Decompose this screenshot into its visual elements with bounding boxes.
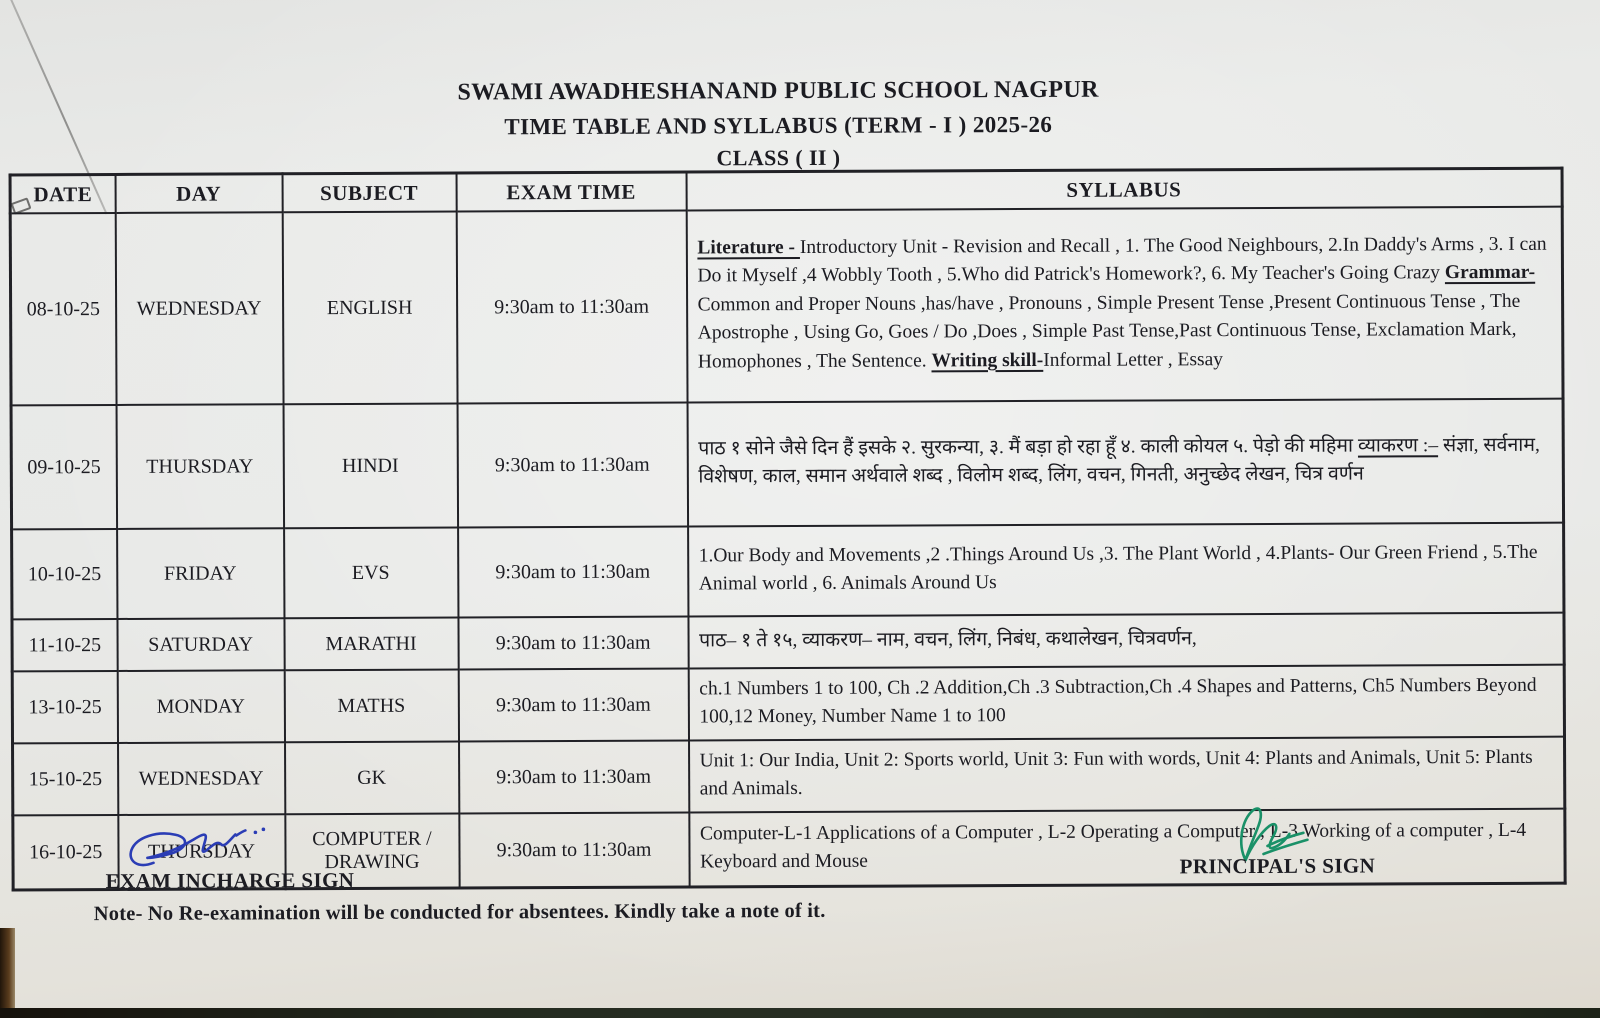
document-header	[38, 75, 1518, 174]
table-row	[13, 737, 1565, 816]
day-cell: WEDNESDAY	[115, 212, 283, 405]
table-row	[12, 523, 1564, 620]
subject-cell: MATHS	[284, 669, 458, 742]
column-header-day: DAY	[115, 174, 282, 213]
syllabus-cell: Computer-L-1 Applications of a Computer , L-2 Operating a Computer , L-3 Working of a computer , L-4 Keyboard and Mouse	[689, 809, 1565, 887]
exam-time-cell: 9:30am to 11:30am	[457, 402, 688, 527]
date-cell: 15-10-25	[13, 743, 118, 815]
exam-incharge-sign-label: EXAM INCHARGE SIGN	[105, 867, 355, 894]
principal-sign-label: PRINCIPAL'S SIGN	[1179, 853, 1376, 879]
document-title: TIME TABLE AND SYLLABUS (TERM - I ) 2025-26	[504, 111, 1053, 140]
subject-cell: ENGLISH	[282, 211, 457, 404]
column-header-syllabus: SYLLABUS	[686, 168, 1562, 210]
exam-time-cell: 9:30am to 11:30am	[459, 740, 689, 813]
school-name: SWAMI AWADHESHANAND PUBLIC SCHOOL NAGPUR	[457, 76, 1099, 106]
date-cell: 08-10-25	[10, 213, 116, 405]
day-cell: SATURDAY	[117, 618, 284, 671]
subject-cell: MARATHI	[284, 617, 458, 670]
timetable	[9, 167, 1567, 892]
day-cell: THURSDAY	[118, 814, 285, 889]
column-header-exam-time: EXAM TIME	[456, 172, 686, 212]
syllabus-cell: ch.1 Numbers 1 to 100, Ch .2 Addition,Ch .3 Subtraction,Ch .4 Shapes and Patterns, Ch5 Numbers Beyond 100,12 Money, Number Name 1 to 100	[688, 665, 1564, 741]
date-cell: 09-10-25	[11, 405, 117, 529]
subject-cell: COMPUTER / DRAWING	[285, 813, 459, 888]
syllabus-cell: Literature - Introductory Unit - Revision and Recall , 1. The Good Neighbours, 2.In Daddy's Arms , 3. I can Do it Myself ,4 Wobbly Tooth , 5.Who did Patrick's Homework?, 6. My Teacher's Going Crazy Grammar-Common and Proper Nouns ,has/have , Pronouns , Simple Present Tense ,Present Continuous Tense , The Apostrophe , Using Go, Goes / Do ,Does , Simple Past Tense,Past Continuous Tense, Exclamation Mark, Homophones , The Sentence. Writing skill-Informal Letter , Essay	[686, 207, 1563, 403]
table-row	[12, 613, 1564, 672]
date-cell: 11-10-25	[12, 619, 117, 671]
table-row	[11, 399, 1564, 530]
photo-edge-corner	[0, 928, 15, 1018]
exam-time-cell: 9:30am to 11:30am	[459, 812, 689, 888]
photo-edge-bottom	[0, 1008, 1600, 1018]
subject-cell: HINDI	[283, 403, 458, 528]
syllabus-cell: पाठ– १ ते १५, व्याकरण– नाम, वचन, लिंग, निबंध, कथालेखन, चित्रवर्णन,	[688, 613, 1564, 669]
syllabus-cell: पाठ १ सोने जैसे दिन हैं इसके २. सुरकन्या, ३. मैं बड़ा हो रहा हूँ ४. काली कोयल ५. पेड़ो की महिमा व्याकरण :– संज्ञा, सर्वनाम, विशेषण, काल, समान अर्थवाले शब्द , विलोम शब्द, लिंग, वचन, गिनती, अनुच्छेद लेखन, चित्र वर्णन	[687, 399, 1564, 527]
day-cell: WEDNESDAY	[118, 742, 285, 815]
subject-cell: EVS	[284, 527, 458, 618]
date-cell: 13-10-25	[12, 671, 117, 743]
column-header-date: DATE	[10, 174, 115, 213]
day-cell: MONDAY	[117, 670, 284, 743]
note-text: Note- No Re-examination will be conducted for absentees. Kindly take a note of it.	[93, 899, 826, 926]
exam-time-cell: 9:30am to 11:30am	[458, 526, 688, 617]
table-row	[12, 665, 1564, 744]
exam-time-cell: 9:30am to 11:30am	[456, 210, 687, 403]
date-cell: 16-10-25	[13, 815, 118, 890]
subject-cell: GK	[285, 741, 459, 814]
table-row	[10, 207, 1563, 406]
exam-time-cell: 9:30am to 11:30am	[458, 616, 688, 669]
exam-time-cell: 9:30am to 11:30am	[458, 668, 688, 741]
syllabus-cell: Unit 1: Our India, Unit 2: Sports world, Unit 3: Fun with words, Unit 4: Plants and Animals, Unit 5: Plants and Animals.	[689, 737, 1565, 813]
day-cell: FRIDAY	[117, 528, 284, 619]
class-line: CLASS ( II )	[716, 144, 841, 171]
syllabus-cell: 1.Our Body and Movements ,2 .Things Around Us ,3. The Plant World , 4.Plants- Our Green Friend , 5.The Animal world , 6. Animals Around Us	[688, 523, 1564, 617]
day-cell: THURSDAY	[116, 404, 284, 529]
header-row	[10, 168, 1562, 213]
date-cell: 10-10-25	[12, 529, 117, 619]
column-header-subject: SUBJECT	[282, 173, 456, 212]
